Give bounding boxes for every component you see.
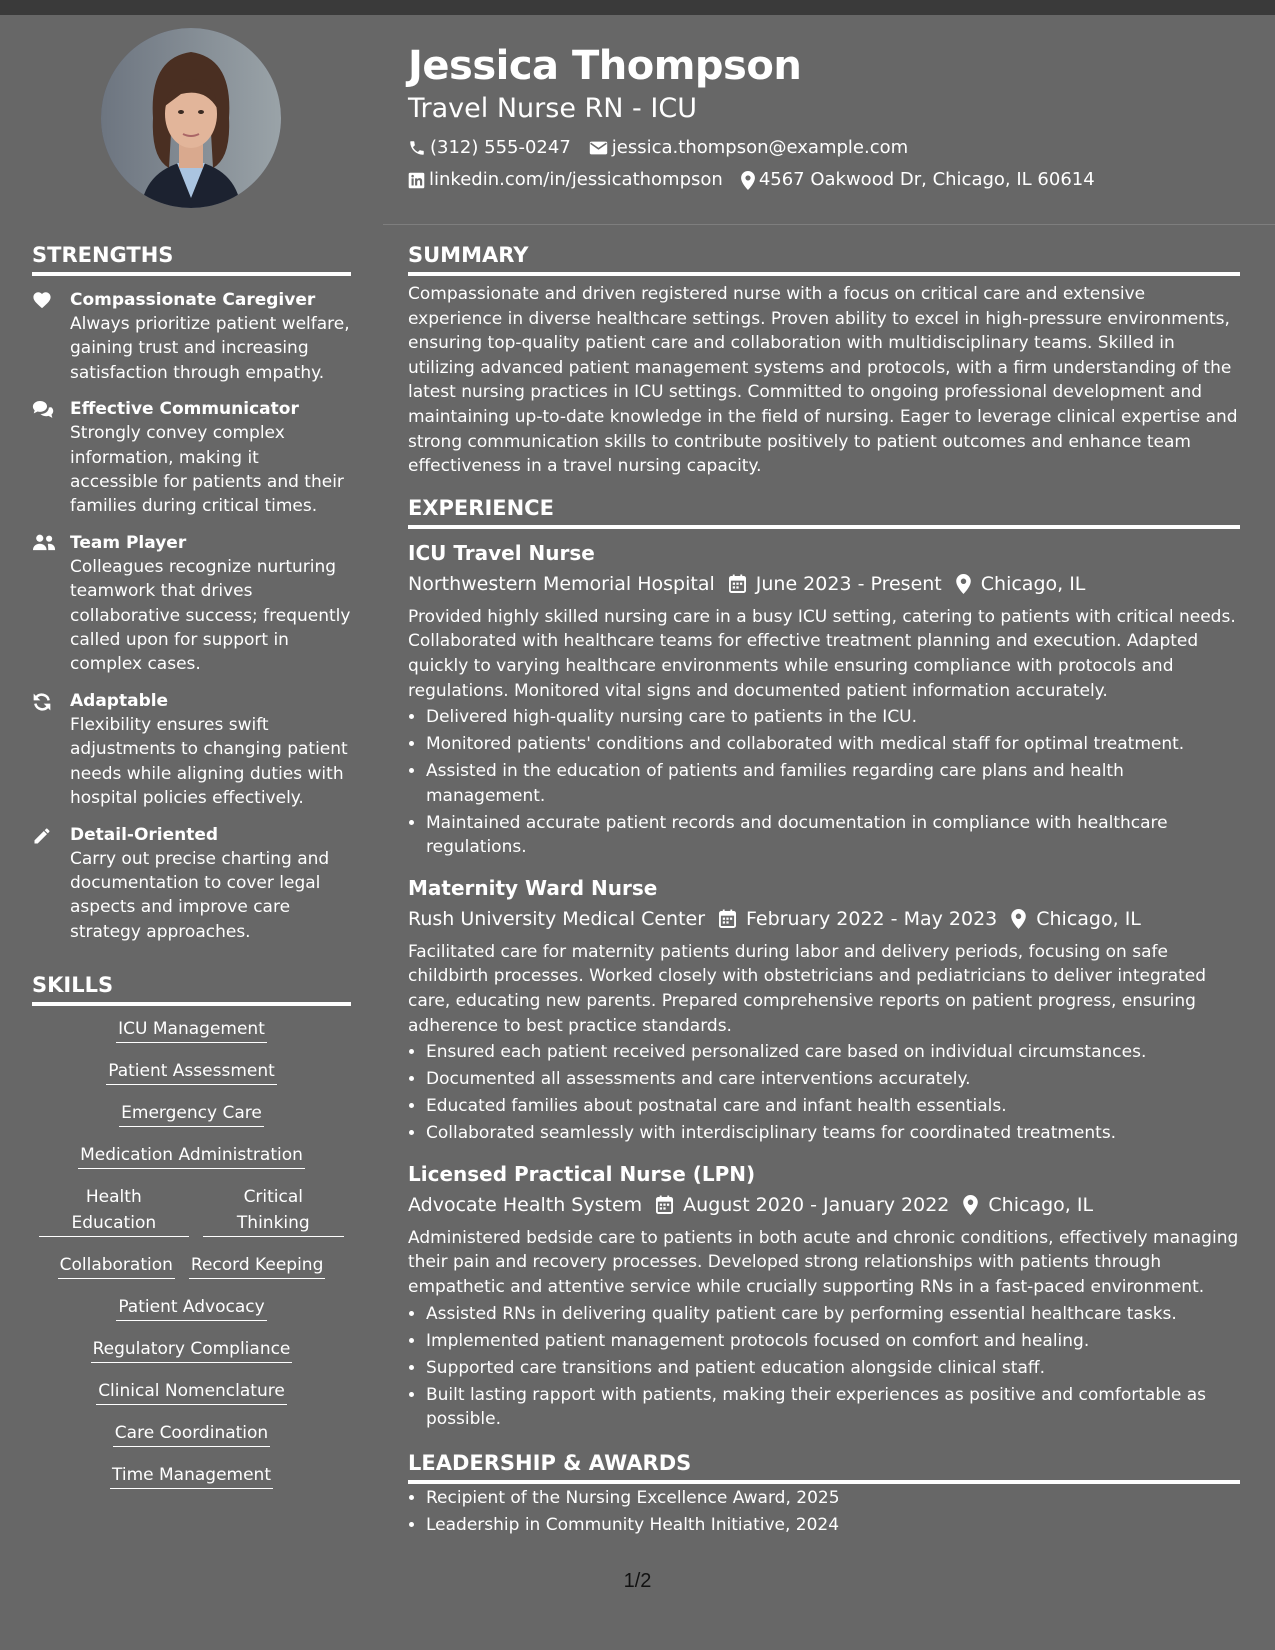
- job-title: Maternity Ward Nurse: [408, 875, 658, 900]
- job-dates-wrap: [729, 570, 942, 598]
- job-dates: February 2022 - May 2023: [746, 907, 998, 930]
- envelope-icon: [589, 140, 608, 156]
- job-bullets: [408, 705, 1240, 860]
- strength-desc: Colleagues recognize nurturing teamwork that drives collaborative success; frequently called upon for support in complex cases.: [70, 556, 351, 675]
- job-bullet: • Built lasting rapport with patients, making their experiences as positive and comfortable as possible.: [426, 1383, 1240, 1432]
- contact-email[interactable]: [589, 136, 908, 160]
- strength-desc: Flexibility ensures swift adjustments to changing patient needs while aligning duties with hospital policies effectively.: [70, 714, 348, 809]
- leadership-heading: LEADERSHIP & AWARDS: [408, 1450, 692, 1475]
- pencil-icon: [32, 826, 52, 846]
- skill-tag: Clinical Nomenclature: [96, 1378, 287, 1405]
- header-divider: [383, 224, 1275, 225]
- job-description: Facilitated care for maternity patients during labor and delivery periods, focusing on safe childbirth processes. Worked closely with obstetricians and pediatricians to deliver integrated care, educating new parents. Prepared comprehensive reports on patient progress, ensuring adherence to best practice standards.: [408, 941, 1207, 1036]
- job-bullet: • Assisted in the education of patients and families regarding care plans and health management.: [426, 759, 1240, 808]
- strength-desc: Strongly convey complex information, making it accessible for patients and their families during critical times.: [70, 423, 344, 517]
- strength-title: Compassionate Caregiver: [70, 290, 316, 310]
- candidate-name: Jessica Thompson: [408, 43, 802, 89]
- award-item: • Recipient of the Nursing Excellence Award, 2025: [426, 1486, 1240, 1511]
- job-bullet: • Maintained accurate patient records and documentation in compliance with healthcare regulations.: [426, 811, 1240, 860]
- job-bullet: • Documented all assessments and care interventions accurately.: [426, 1067, 1240, 1092]
- job-bullet: • Educated families about postnatal care and infant health essentials.: [426, 1094, 1240, 1119]
- experience-rule: [408, 525, 1240, 529]
- job-title: Licensed Practical Nurse (LPN): [408, 1161, 756, 1186]
- job-employer: Advocate Health System: [408, 1193, 643, 1216]
- strength-title: Effective Communicator: [70, 399, 299, 420]
- strength-desc: Carry out precise charting and documentation to cover legal aspects and improve care strategy approaches.: [70, 848, 330, 942]
- skill-tag: Patient Advocacy: [116, 1294, 266, 1321]
- skill-tag: Medication Administration: [78, 1142, 305, 1169]
- strength-item: [32, 397, 351, 519]
- skill-tag: Collaboration: [58, 1252, 175, 1279]
- job-entry: [408, 874, 1240, 1146]
- job-dates-wrap: [719, 905, 997, 933]
- job-location-wrap: [956, 570, 1086, 598]
- strength-desc: Always prioritize patient welfare, gaining trust and increasing satisfaction through empathy.: [70, 314, 350, 383]
- job-entry: [408, 1160, 1240, 1432]
- job-bullet: • Ensured each patient received personalized care based on individual circumstances.: [426, 1040, 1240, 1065]
- skill-tag: Record Keeping: [189, 1252, 325, 1279]
- summary-rule: [408, 272, 1240, 276]
- calendar-icon: [719, 909, 736, 928]
- skill-tag: Care Coordination: [113, 1420, 270, 1447]
- page-number: 1/2: [623, 1570, 652, 1592]
- job-bullets: [408, 1302, 1240, 1432]
- skill-tag: Emergency Care: [119, 1100, 264, 1127]
- strength-title: Team Player: [70, 532, 187, 553]
- skills-heading: SKILLS: [32, 973, 114, 998]
- map-marker-icon: [963, 1195, 978, 1215]
- strength-title: Adaptable: [70, 690, 169, 711]
- job-description: Administered bedside care to patients in both acute and chronic conditions, effectively managing their pain and recovery processes. Developed strong relationships with patients through empathetic and attentive service while crucially supporting RNs in a fast-paced environment.: [408, 1227, 1239, 1297]
- candidate-title: Travel Nurse RN - ICU: [408, 93, 697, 124]
- job-meta: [408, 570, 1240, 598]
- strength-item: [32, 288, 351, 385]
- job-location-wrap: [963, 1191, 1093, 1219]
- refresh-icon: [32, 692, 52, 712]
- linkedin-icon: [408, 172, 425, 189]
- top-bar: [0, 0, 1275, 15]
- sidebar: [32, 240, 351, 1504]
- job-bullet: • Collaborated seamlessly with interdisciplinary teams for coordinated treatments.: [426, 1121, 1240, 1146]
- summary-heading: SUMMARY: [408, 243, 529, 267]
- skill-tag: ICU Management: [116, 1016, 267, 1043]
- heart-icon: [32, 291, 52, 309]
- job-employer: Rush University Medical Center: [408, 907, 706, 930]
- skill-tag: Time Management: [110, 1462, 273, 1489]
- job-bullet: • Assisted RNs in delivering quality patient care by performing essential healthcare tasks.: [426, 1302, 1240, 1327]
- experience-heading: EXPERIENCE: [408, 495, 554, 520]
- strength-title: Detail-Oriented: [70, 824, 219, 845]
- job-dates-wrap: [656, 1191, 949, 1219]
- job-meta: [408, 1191, 1240, 1219]
- award-item: • Leadership in Community Health Initiative, 2024: [426, 1513, 1240, 1538]
- calendar-icon: [729, 574, 746, 593]
- email-text[interactable]: jessica.thompson@example.com: [611, 137, 909, 158]
- profile-photo: [101, 28, 281, 208]
- job-bullet: • Delivered high-quality nursing care to patients in the ICU.: [426, 705, 1240, 730]
- resume-header: [408, 40, 1238, 192]
- skills-rule: [32, 1002, 351, 1006]
- comments-icon: [32, 400, 55, 418]
- contact-row-1: [408, 136, 1238, 160]
- contact-linkedin[interactable]: [408, 168, 723, 192]
- job-location: Chicago, IL: [980, 572, 1086, 595]
- strength-item: [32, 823, 351, 945]
- job-dates: August 2020 - January 2022: [683, 1193, 950, 1216]
- job-bullet: • Supported care transitions and patient education alongside clinical staff.: [426, 1356, 1240, 1381]
- skill-tag: Regulatory Compliance: [91, 1336, 293, 1363]
- job-bullet: • Monitored patients' conditions and collaborated with medical staff for optimal treatment.: [426, 732, 1240, 757]
- contact-row-2: [408, 168, 1238, 192]
- leadership-rule: [408, 1480, 1240, 1484]
- job-location-wrap: [1011, 905, 1141, 933]
- phone-text: (312) 555-0247: [430, 137, 571, 158]
- job-title: ICU Travel Nurse: [408, 540, 595, 565]
- strengths-rule: [32, 272, 351, 276]
- skills-list: [32, 1016, 351, 1489]
- strength-item: [32, 689, 351, 811]
- calendar-icon: [656, 1195, 673, 1214]
- map-marker-icon: [956, 574, 971, 594]
- leadership-list: [408, 1486, 1240, 1538]
- strengths-heading: STRENGTHS: [32, 243, 174, 267]
- job-bullet: • Implemented patient management protocols focused on comfort and healing.: [426, 1329, 1240, 1354]
- map-marker-icon: [1011, 909, 1026, 929]
- job-description: Provided highly skilled nursing care in a busy ICU setting, catering to patients with critical needs. Collaborated with healthcare teams for effective treatment planning and execution. Adapted quickly to varying healthcare environments while ensuring compliance with protocols and regulations. Monitored vital signs and documented patient information accurately.: [408, 606, 1236, 701]
- linkedin-text[interactable]: linkedin.com/in/jessicathompson: [429, 169, 723, 190]
- users-icon: [32, 534, 56, 551]
- job-employer: Northwestern Memorial Hospital: [408, 572, 715, 595]
- main-content: [408, 240, 1240, 1540]
- phone-icon: [408, 139, 426, 157]
- summary-text: Compassionate and driven registered nurse with a focus on critical care and extensive experience in diverse healthcare settings. Proven ability to excel in high-pressure environments, ensuring top-quality patient care and collaboration with multidisciplinary teams. Skilled in utilizing advanced patient management systems and protocols, with a firm understanding of the latest nursing practices in ICU settings. Committed to ongoing professional development and maintaining up-to-date knowledge in the field of nursing. Eager to leverage clinical expertise and strong communication skills to contribute positively to patient outcomes and enhance team effectiveness in a travel nursing capacity.: [408, 284, 1238, 477]
- address-text: 4567 Oakwood Dr, Chicago, IL 60614: [758, 169, 1095, 190]
- contact-phone: [408, 136, 571, 160]
- job-entry: [408, 539, 1240, 860]
- skill-tag: Critical Thinking: [203, 1184, 344, 1237]
- job-bullets: [408, 1040, 1240, 1146]
- job-location: Chicago, IL: [1036, 907, 1141, 930]
- contact-address: [741, 168, 1095, 192]
- map-marker-icon: [741, 171, 755, 190]
- job-dates: June 2023 - Present: [755, 572, 942, 595]
- job-meta: [408, 905, 1240, 933]
- skill-tag: Patient Assessment: [106, 1058, 277, 1085]
- job-location: Chicago, IL: [988, 1193, 1094, 1216]
- skill-tag: Health Education: [39, 1184, 189, 1237]
- strength-item: [32, 531, 351, 677]
